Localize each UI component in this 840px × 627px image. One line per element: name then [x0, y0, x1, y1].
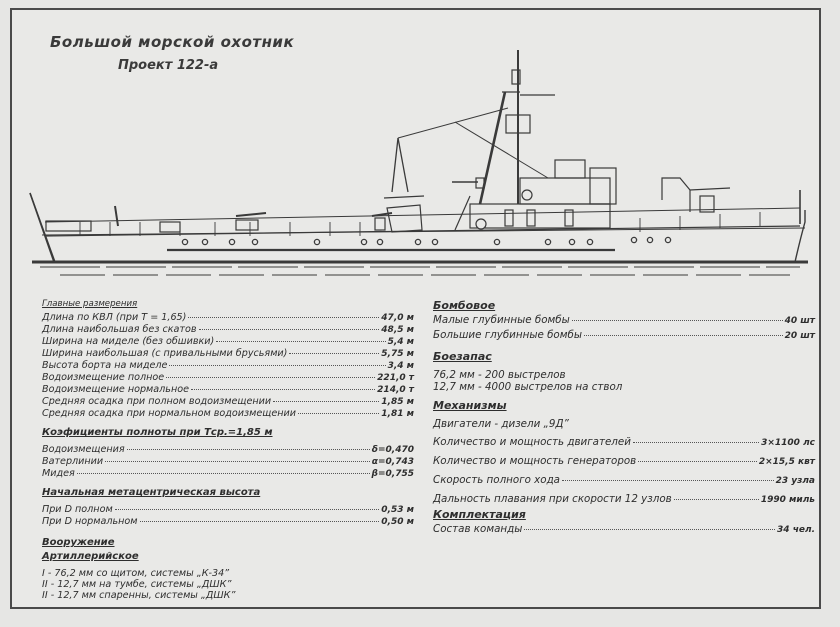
armament-line: II - 12,7 мм на тумбе, системы „ДШК” — [42, 579, 232, 590]
armament-line: II - 12,7 мм спаренны, системы „ДШК” — [42, 590, 236, 601]
document-title: Большой морской охотник — [50, 33, 295, 51]
ship-profile-drawing — [0, 40, 840, 280]
spec-row: Дальность плавания при скорости 12 узлов 1990 миль — [433, 493, 815, 505]
spec-row: Мидея β=0,755 — [42, 468, 414, 479]
machinery-heading: Механизмы — [433, 399, 507, 412]
spec-row: Водоизмещение полное 221,0 т — [42, 372, 414, 383]
bombs-heading: Бомбовое — [433, 299, 496, 312]
spec-row: Ширина на миделе (без обшивки) 5,4 м — [42, 336, 414, 347]
crew-heading: Комплектация — [433, 508, 526, 521]
ammo-line: 76,2 мм - 200 выстрелов — [433, 369, 566, 381]
metacentric-heading: Начальная метацентрическая высота — [42, 487, 261, 498]
coefficients-heading: Коэфициенты полноты при Тср.=1,85 м — [42, 427, 273, 438]
spec-row: Длина наибольшая без скатов 48,5 м — [42, 324, 414, 335]
spec-row: Средняя осадка при полном водоизмещении 1,85 м — [42, 396, 414, 407]
spec-row: Ширина наибольшая (с привальными брусьями) 5,75 м — [42, 348, 414, 359]
spec-row: Количество и мощность двигателей 3×1100 лс — [433, 436, 815, 448]
spec-row: Большие глубинные бомбы 20 шт — [433, 329, 815, 341]
spec-row: Малые глубинные бомбы 40 шт — [433, 314, 815, 326]
document-subtitle: Проект 122-а — [118, 58, 219, 73]
specs-right-column — [433, 297, 815, 538]
armament-heading: Вооружение — [42, 537, 115, 548]
spec-row: Количество и мощность генераторов 2×15,5 квт — [433, 455, 815, 467]
engine-line: Двигатели - дизели „9Д” — [433, 418, 569, 430]
armament-line: I - 76,2 мм со щитом, системы „К-34” — [42, 568, 230, 579]
spec-row: Скорость полного хода 23 узла — [433, 474, 815, 486]
spec-row: Водоизмещение нормальное 214,0 т — [42, 384, 414, 395]
ammo-line: 12,7 мм - 4000 выстрелов на ствол — [433, 381, 623, 393]
spec-row: При D нормальном 0,50 м — [42, 516, 414, 527]
spec-row: Состав команды 34 чел. — [433, 523, 815, 535]
spec-row: Длина по КВЛ (при Т = 1,65) 47,0 м — [42, 312, 414, 323]
spec-row: Средняя осадка при нормальном водоизмещении 1,81 м — [42, 408, 414, 419]
spec-row: При D полном 0,53 м — [42, 504, 414, 515]
ammo-heading: Боезапас — [433, 350, 492, 363]
spec-row: Водоизмещения δ=0,470 — [42, 444, 414, 455]
artillery-subheading: Артиллерийское — [42, 551, 139, 562]
specs-left-column — [42, 296, 414, 601]
spec-row: Ватерлинии α=0,743 — [42, 456, 414, 467]
main-dimensions-heading: Главные размерения — [42, 299, 138, 309]
spec-row: Высота борта на миделе 3,4 м — [42, 360, 414, 371]
